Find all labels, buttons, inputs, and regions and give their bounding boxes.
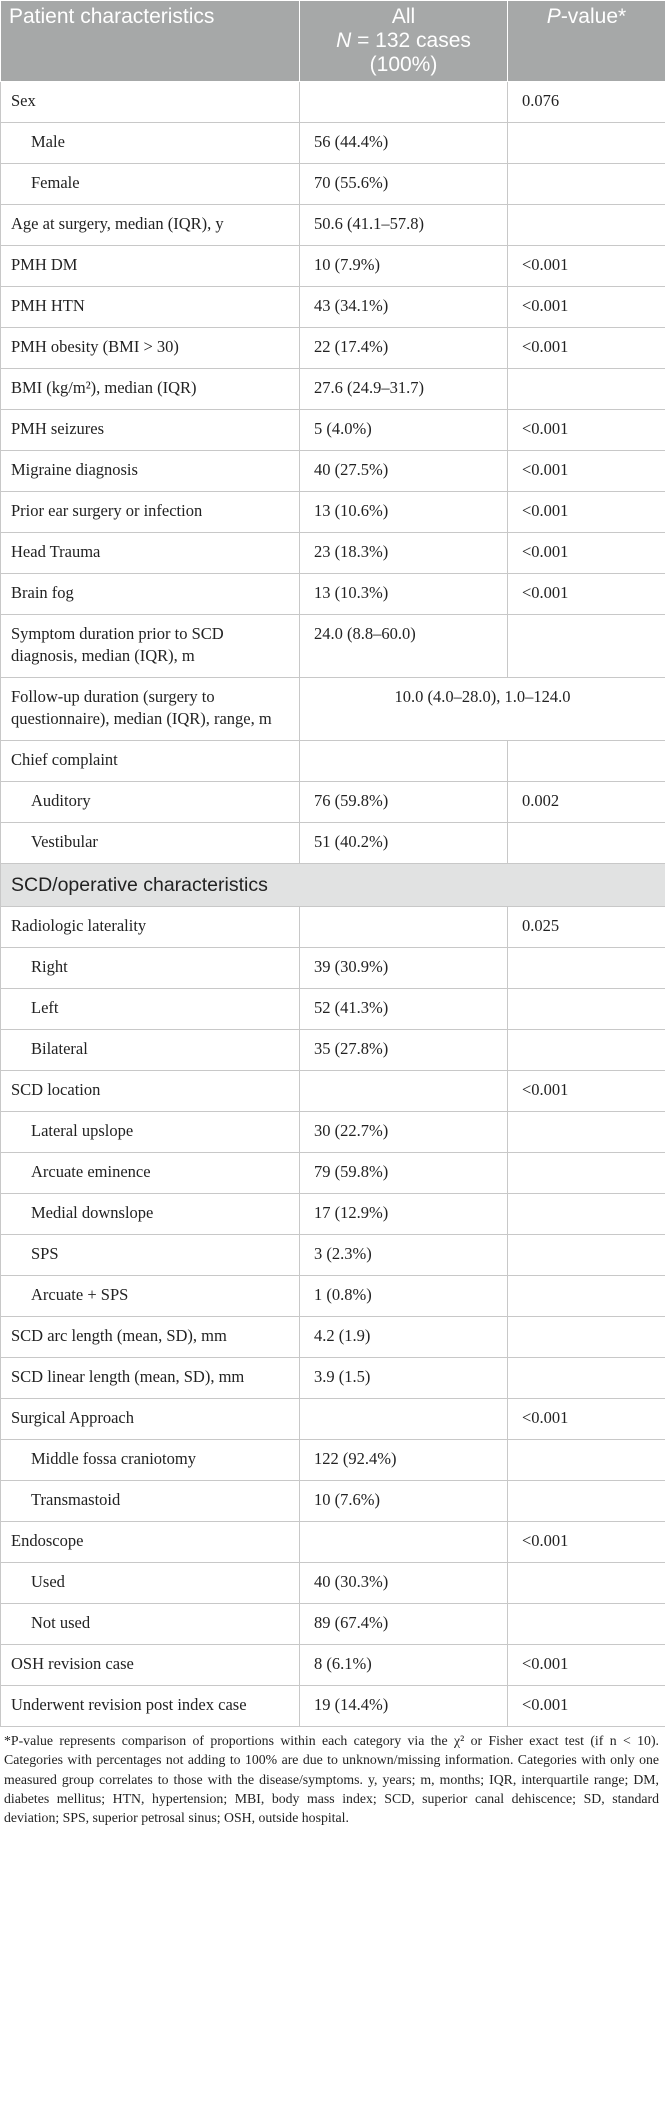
row-label: Middle fossa craniotomy — [1, 1440, 300, 1481]
table-row — [1, 1563, 665, 1604]
row-label: Age at surgery, median (IQR), y — [1, 205, 300, 246]
row-p-value: 0.025 — [508, 907, 665, 948]
table-row — [1, 615, 665, 678]
row-p-value: <0.001 — [508, 1645, 665, 1686]
patient-rows — [1, 82, 665, 678]
row-p-value: <0.001 — [508, 533, 665, 574]
row-label: PMH DM — [1, 246, 300, 287]
table-row — [1, 989, 665, 1030]
table-row — [1, 1358, 665, 1399]
row-all-value: 89 (67.4%) — [300, 1604, 508, 1645]
section-row — [1, 864, 665, 907]
row-label: Sex — [1, 82, 300, 123]
row-all-value: 43 (34.1%) — [300, 287, 508, 328]
table-row — [1, 1317, 665, 1358]
row-all-value: 76 (59.8%) — [300, 782, 508, 823]
row-p-value — [508, 123, 665, 164]
row-p-value — [508, 369, 665, 410]
row-label: Right — [1, 948, 300, 989]
table-row — [1, 823, 665, 864]
row-label: Chief complaint — [1, 741, 300, 782]
row-all-value: 13 (10.3%) — [300, 574, 508, 615]
row-label: PMH HTN — [1, 287, 300, 328]
row-all-value: 24.0 (8.8–60.0) — [300, 615, 508, 678]
row-all-value: 4.2 (1.9) — [300, 1317, 508, 1358]
table-row — [1, 1071, 665, 1112]
row-label: Endoscope — [1, 1522, 300, 1563]
row-all-value: 39 (30.9%) — [300, 948, 508, 989]
table-row — [1, 410, 665, 451]
table-row — [1, 164, 665, 205]
header-p-symbol: P — [546, 5, 561, 28]
row-all-value: 56 (44.4%) — [300, 123, 508, 164]
table-row — [1, 205, 665, 246]
table-row — [1, 1153, 665, 1194]
table-row — [1, 1235, 665, 1276]
table-row — [1, 1522, 665, 1563]
table-row — [1, 328, 665, 369]
table-row — [1, 1112, 665, 1153]
row-p-value — [508, 1194, 665, 1235]
row-label: Arcuate + SPS — [1, 1276, 300, 1317]
header-p-value — [508, 1, 665, 82]
header-n-symbol: N — [336, 29, 352, 52]
table-row — [1, 782, 665, 823]
row-p-value: <0.001 — [508, 574, 665, 615]
row-all-value — [300, 1071, 508, 1112]
row-p-value — [508, 1481, 665, 1522]
table-row — [1, 82, 665, 123]
row-p-value — [508, 1030, 665, 1071]
row-label: Transmastoid — [1, 1481, 300, 1522]
row-label: BMI (kg/m²), median (IQR) — [1, 369, 300, 410]
row-p-value — [508, 989, 665, 1030]
row-p-value — [508, 741, 665, 782]
table-row — [1, 533, 665, 574]
row-p-value — [508, 1112, 665, 1153]
row-all-value: 23 (18.3%) — [300, 533, 508, 574]
row-p-value — [508, 948, 665, 989]
table-header-row — [1, 1, 665, 82]
row-label: Left — [1, 989, 300, 1030]
row-all-value: 70 (55.6%) — [300, 164, 508, 205]
row-all-value: 19 (14.4%) — [300, 1686, 508, 1727]
table-row — [1, 492, 665, 533]
header-all-line1: All — [391, 5, 416, 28]
table-row-followup — [1, 678, 665, 741]
row-label: Lateral upslope — [1, 1112, 300, 1153]
row-all-value — [300, 741, 508, 782]
row-p-value — [508, 1276, 665, 1317]
table-row — [1, 123, 665, 164]
table-row — [1, 369, 665, 410]
row-label: PMH obesity (BMI > 30) — [1, 328, 300, 369]
row-p-value — [508, 1317, 665, 1358]
row-all-value: 10 (7.9%) — [300, 246, 508, 287]
section-header — [1, 864, 665, 907]
row-label: OSH revision case — [1, 1645, 300, 1686]
table-row — [1, 1604, 665, 1645]
row-p-value — [508, 1235, 665, 1276]
row-p-value — [508, 1563, 665, 1604]
followup-section — [1, 678, 665, 741]
row-p-value — [508, 164, 665, 205]
table-row — [1, 1481, 665, 1522]
header-p-rest: -value* — [560, 5, 627, 28]
row-label: PMH seizures — [1, 410, 300, 451]
row-label: Male — [1, 123, 300, 164]
row-all-value: 52 (41.3%) — [300, 989, 508, 1030]
scd-operative-rows — [1, 907, 665, 1727]
followup-label: Follow-up duration (surgery to questionnaire), median (IQR), range, m — [1, 678, 300, 741]
row-label: Migraine diagnosis — [1, 451, 300, 492]
row-label: SCD linear length (mean, SD), mm — [1, 1358, 300, 1399]
row-p-value — [508, 205, 665, 246]
table-row — [1, 287, 665, 328]
row-label: Surgical Approach — [1, 1399, 300, 1440]
row-p-value — [508, 1440, 665, 1481]
row-all-value: 10 (7.6%) — [300, 1481, 508, 1522]
followup-value: 10.0 (4.0–28.0), 1.0–124.0 — [300, 678, 665, 741]
row-p-value: <0.001 — [508, 410, 665, 451]
table-row — [1, 1645, 665, 1686]
row-p-value: <0.001 — [508, 246, 665, 287]
row-all-value: 35 (27.8%) — [300, 1030, 508, 1071]
row-all-value — [300, 907, 508, 948]
row-label: Symptom duration prior to SCD diagnosis, median (IQR), m — [1, 615, 300, 678]
row-label: Used — [1, 1563, 300, 1604]
row-p-value: <0.001 — [508, 1071, 665, 1112]
chief-complaint-rows — [1, 741, 665, 864]
row-all-value: 30 (22.7%) — [300, 1112, 508, 1153]
row-label: Vestibular — [1, 823, 300, 864]
table-row — [1, 246, 665, 287]
row-all-value: 40 (27.5%) — [300, 451, 508, 492]
row-p-value — [508, 1153, 665, 1194]
row-all-value: 13 (10.6%) — [300, 492, 508, 533]
table-row — [1, 907, 665, 948]
row-label: Not used — [1, 1604, 300, 1645]
row-all-value: 40 (30.3%) — [300, 1563, 508, 1604]
header-all-line3: (100%) — [369, 53, 438, 76]
header-n-count: = 132 cases — [351, 29, 471, 52]
row-p-value — [508, 615, 665, 678]
table-row — [1, 1686, 665, 1727]
row-label: SCD arc length (mean, SD), mm — [1, 1317, 300, 1358]
row-p-value: <0.001 — [508, 1522, 665, 1563]
row-p-value: <0.001 — [508, 287, 665, 328]
row-label: Arcuate eminence — [1, 1153, 300, 1194]
table-row — [1, 1399, 665, 1440]
row-all-value: 3 (2.3%) — [300, 1235, 508, 1276]
row-p-value: <0.001 — [508, 451, 665, 492]
row-all-value: 22 (17.4%) — [300, 328, 508, 369]
row-p-value: 0.076 — [508, 82, 665, 123]
table-row — [1, 574, 665, 615]
row-p-value: <0.001 — [508, 492, 665, 533]
row-all-value: 5 (4.0%) — [300, 410, 508, 451]
table-footnote: *P-value represents comparison of proportions within each category via the χ² or Fisher exact test (if n < 10). Categories with percentages not adding to 100% are due to unknown/missing information. Categories with only one measured group correlates to those with the disease/symptoms. y, years; m, months; IQR, interquartile range; DM, diabetes mellitus; HTN, hypertension; MBI, body mass index; SCD, superior canal dehiscence; SD, standard deviation; SPS, superior petrosal sinus; OSH, outside hospital. — [4, 1733, 659, 1826]
row-label: Radiologic laterality — [1, 907, 300, 948]
table-row — [1, 1030, 665, 1071]
row-p-value: <0.001 — [508, 1399, 665, 1440]
header-all — [300, 1, 508, 82]
row-p-value — [508, 823, 665, 864]
row-label: Bilateral — [1, 1030, 300, 1071]
row-label: SCD location — [1, 1071, 300, 1112]
row-all-value: 51 (40.2%) — [300, 823, 508, 864]
row-label: Auditory — [1, 782, 300, 823]
row-all-value: 27.6 (24.9–31.7) — [300, 369, 508, 410]
row-all-value: 1 (0.8%) — [300, 1276, 508, 1317]
row-p-value: 0.002 — [508, 782, 665, 823]
row-p-value: <0.001 — [508, 328, 665, 369]
row-label: Underwent revision post index case — [1, 1686, 300, 1727]
table-row — [1, 451, 665, 492]
row-label: SPS — [1, 1235, 300, 1276]
row-all-value — [300, 1399, 508, 1440]
table-row — [1, 1194, 665, 1235]
section-title: SCD/operative characteristics — [1, 864, 665, 907]
row-all-value: 122 (92.4%) — [300, 1440, 508, 1481]
row-p-value — [508, 1358, 665, 1399]
row-all-value: 17 (12.9%) — [300, 1194, 508, 1235]
row-all-value: 3.9 (1.5) — [300, 1358, 508, 1399]
row-all-value: 79 (59.8%) — [300, 1153, 508, 1194]
table-row — [1, 741, 665, 782]
row-all-value: 50.6 (41.1–57.8) — [300, 205, 508, 246]
row-label: Prior ear surgery or infection — [1, 492, 300, 533]
row-label: Female — [1, 164, 300, 205]
row-label: Medial downslope — [1, 1194, 300, 1235]
row-all-value — [300, 82, 508, 123]
header-patient-characteristics: Patient characteristics — [1, 1, 300, 82]
row-label: Head Trauma — [1, 533, 300, 574]
row-all-value — [300, 1522, 508, 1563]
table-row — [1, 948, 665, 989]
row-p-value — [508, 1604, 665, 1645]
table-row — [1, 1276, 665, 1317]
row-all-value: 8 (6.1%) — [300, 1645, 508, 1686]
row-p-value: <0.001 — [508, 1686, 665, 1727]
row-label: Brain fog — [1, 574, 300, 615]
table-row — [1, 1440, 665, 1481]
